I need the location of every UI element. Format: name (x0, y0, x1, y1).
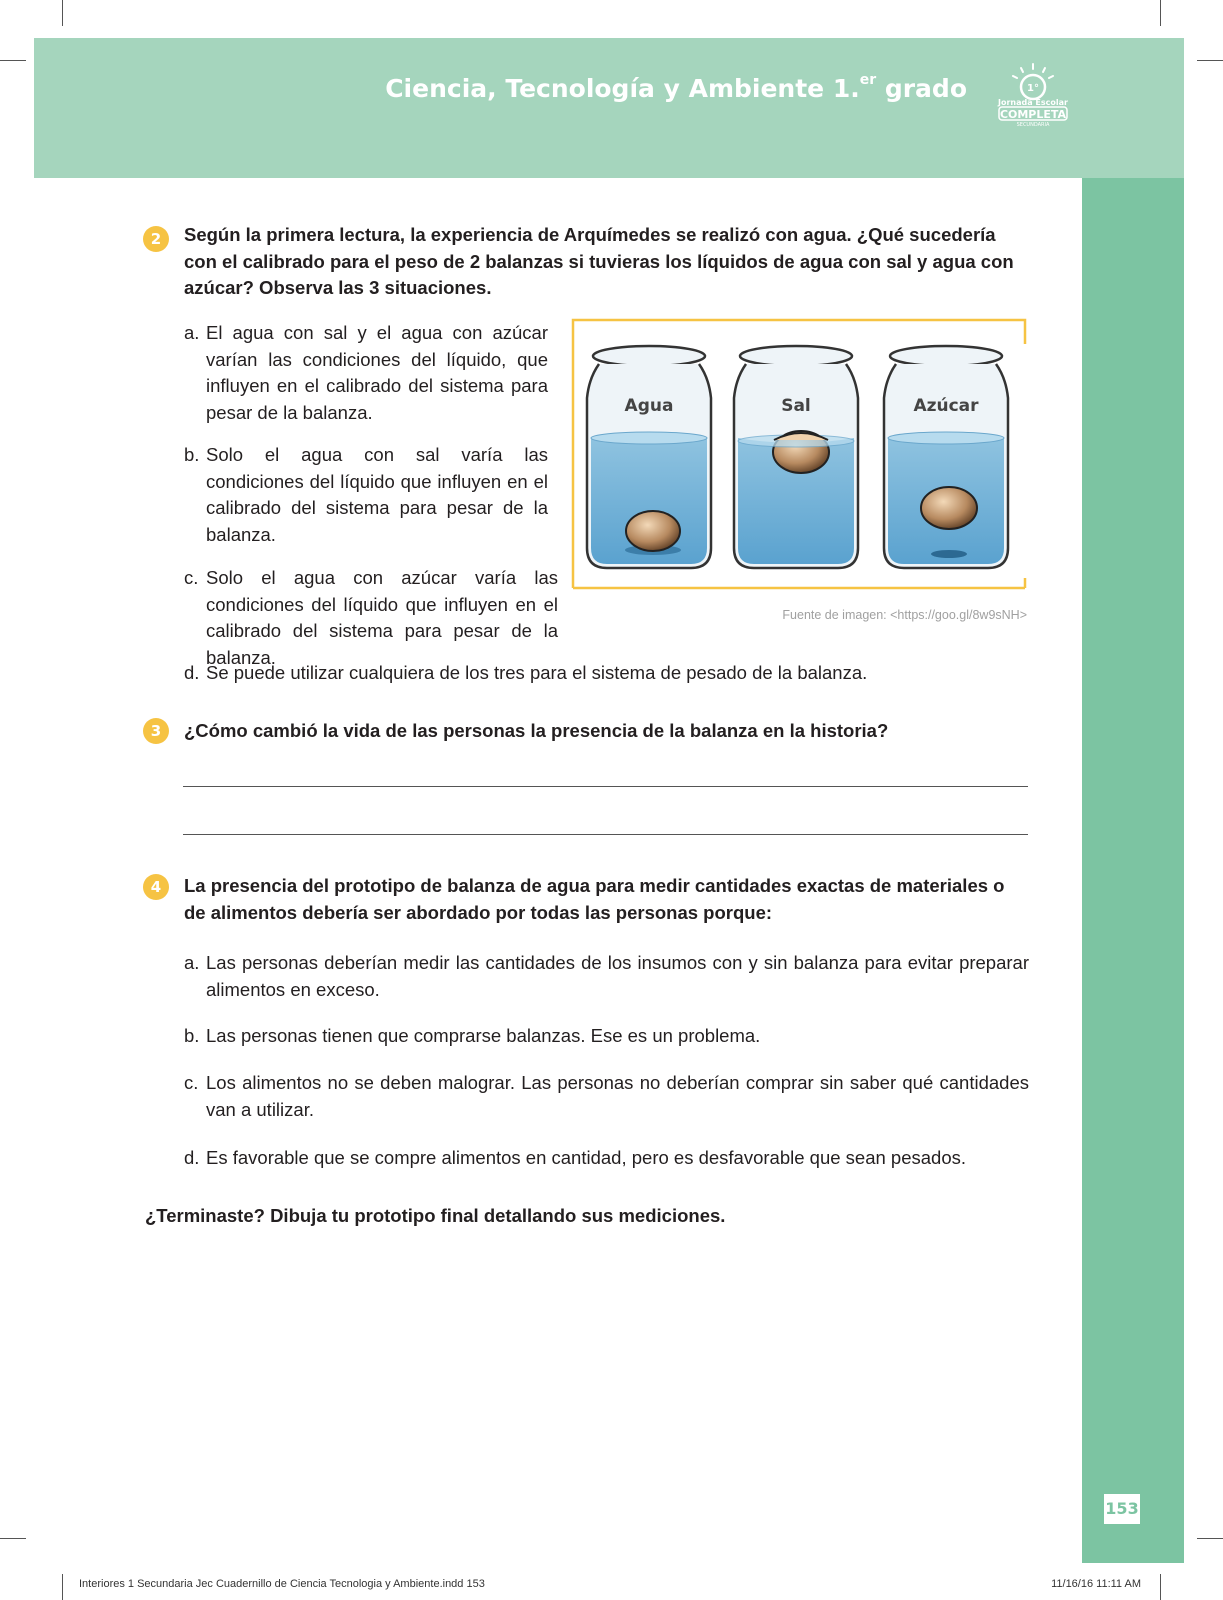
q4-option-a (184, 950, 1029, 1003)
option-text: El agua con sal y el agua con azúcar varían las condiciones del líquido, que influyen en el calibrado del sistema para pesar de la balanza. (206, 322, 548, 423)
title-end: grado (876, 74, 967, 103)
jar-label: Azúcar (913, 396, 979, 416)
jar-label: Agua (624, 396, 674, 416)
jar-sal (734, 346, 858, 568)
image-credit: Fuente de imagen: <https://goo.gl/8w9sNH> (782, 608, 1027, 622)
crop-mark (62, 0, 63, 26)
option-letter: c. (184, 1072, 199, 1093)
q2-option-a (184, 320, 548, 426)
option-letter: d. (184, 1147, 200, 1168)
crop-mark (1197, 1538, 1223, 1539)
q2-option-b (184, 442, 548, 548)
option-text: Se puede utilizar cualquiera de los tres para el sistema de pesado de la balanza. (206, 662, 868, 683)
answer-line[interactable] (183, 786, 1028, 787)
footer-timestamp: 11/16/16 11:11 AM (1051, 1578, 1141, 1590)
jars-figure (571, 318, 1027, 602)
q4-option-d (184, 1145, 1029, 1172)
option-letter: a. (184, 952, 200, 973)
crop-mark (0, 60, 26, 61)
question-number-badge: 2 (143, 226, 169, 252)
option-text: Las personas deberían medir las cantidades de los insumos con y sin balanza para evitar preparar alimentos en exceso. (206, 952, 1029, 1000)
jar-azucar (884, 346, 1008, 568)
q4-option-b (184, 1023, 1029, 1050)
option-letter: a. (184, 322, 200, 343)
q2-option-c (184, 565, 624, 671)
logo-number: 1° (1027, 83, 1039, 94)
question-4-text: La presencia del prototipo de balanza de agua para medir cantidades exactas de materiales o de alimentos debería ser abordado por todas las personas porque: (184, 875, 1005, 923)
q4-option-c (184, 1070, 1029, 1123)
jar-label: Sal (781, 396, 811, 416)
logo-text-sub: SECUNDARIA (1016, 122, 1050, 128)
question-3-text: ¿Cómo cambió la vida de las personas la presencia de la balanza en la historia? (184, 720, 889, 741)
logo-text-main: COMPLETA (999, 108, 1067, 121)
option-letter: b. (184, 1025, 200, 1046)
footer-file-info: Interiores 1 Secundaria Jec Cuadernillo de Ciencia Tecnologia y Ambiente.indd 153 (79, 1578, 485, 1590)
option-text: Solo el agua con azúcar varía las condiciones del líquido que influyen en el calibrado del sistema para pesar de la balanza. (206, 567, 558, 668)
final-prompt: ¿Terminaste? Dibuja tu prototipo final detallando sus mediciones. (145, 1205, 726, 1226)
crop-mark (0, 1538, 26, 1539)
jar-agua (587, 346, 711, 568)
crop-mark (62, 1574, 63, 1600)
crop-mark (1197, 60, 1223, 61)
question-number-badge: 4 (143, 874, 169, 900)
q2-option-d (184, 660, 1029, 687)
jornada-escolar-logo (990, 60, 1076, 128)
question-number-badge: 3 (143, 718, 169, 744)
crop-mark (1160, 0, 1161, 26)
option-letter: b. (184, 444, 200, 465)
answer-line[interactable] (183, 834, 1028, 835)
option-text: Solo el agua con sal varía las condiciones del líquido que influyen en el calibrado del sistema para pesar de la balanza. (206, 444, 548, 545)
crop-mark (1160, 1574, 1161, 1600)
option-letter: c. (184, 567, 199, 588)
option-text: Es favorable que se compre alimentos en cantidad, pero es desfavorable que sean pesados. (206, 1147, 967, 1168)
option-letter: d. (184, 662, 200, 683)
logo-text-top: Jornada Escolar (998, 98, 1068, 107)
title-superscript: er (859, 71, 877, 88)
option-text: Las personas tienen que comprarse balanzas. Ese es un problema. (206, 1025, 761, 1046)
page-number: 153 (1104, 1494, 1140, 1524)
title-main: Ciencia, Tecnología y Ambiente 1. (385, 74, 860, 103)
side-band (1082, 178, 1184, 1563)
page-title (385, 71, 967, 103)
option-text: Los alimentos no se deben malograr. Las personas no deberían comprar sin saber qué cantidades van a utilizar. (206, 1072, 1029, 1120)
question-2-text: Según la primera lectura, la experiencia de Arquímedes se realizó con agua. ¿Qué sucedería con el calibrado para el peso de 2 balanzas si tuvieras los líquidos de agua con sal y agua con azúcar? Observa las 3 situaciones. (184, 224, 1014, 298)
